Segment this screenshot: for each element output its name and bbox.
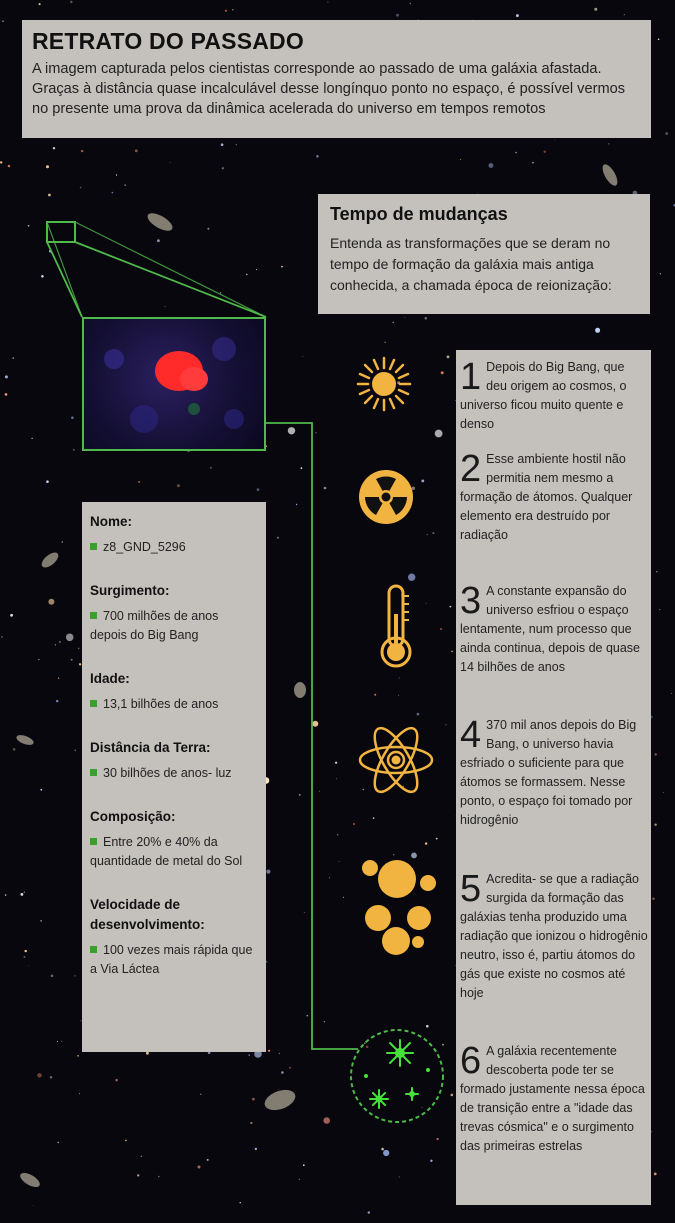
step-number: 2	[460, 448, 482, 490]
header-panel	[22, 20, 651, 138]
fact-value: Entre 20% e 40% da quantidade de metal do Sol	[90, 835, 243, 868]
green-bullet-icon	[90, 700, 97, 707]
fact-label: Distância da Terra:	[90, 740, 211, 755]
header-text: A imagem capturada pelos cientistas corresponde ao passado de uma galáxia afastada. Graças à distância quase incalculável desse longínquo ponto no espaço, é possível vermos no presente uma prova da dinâmica acelerada do universo em tempos remotos	[32, 61, 626, 117]
fact-label: Idade:	[90, 671, 130, 686]
fact-label: Velocidade de desenvolvimento:	[90, 897, 205, 932]
green-bullet-icon	[90, 543, 97, 550]
step-number: 3	[460, 580, 482, 622]
intro-panel	[318, 194, 650, 314]
fact-value: 100 vezes mais rápida que a Via Láctea	[90, 943, 253, 976]
step-5	[460, 870, 648, 1003]
step-number: 6	[460, 1040, 482, 1082]
green-bullet-icon	[90, 769, 97, 776]
step-text: Acredita- se que a radiação surgida da formação das galáxias tenha produzido uma radiação que ionizou o hidrogênio neutro, isso é, partiu átomos do gás que existe no cosmos até hoje	[460, 872, 648, 1000]
step-text: A galáxia recentemente descoberta pode ter se formado justamente nessa época de transição entre a "idade das trevas cósmica" e o surgimento das primeiras estrelas	[460, 1044, 645, 1153]
sun-icon	[356, 356, 412, 412]
fact-origin	[90, 581, 258, 645]
step-6	[460, 1042, 648, 1156]
intro-text: Entenda as transformações que se deram no tempo de formação da galáxia mais antiga conhecida, a chamada época de reionização:	[330, 235, 612, 293]
fact-value: 13,1 bilhões de anos	[103, 697, 219, 711]
fact-value: 700 milhões de anos depois do Big Bang	[90, 609, 219, 642]
thermometer-icon	[376, 584, 416, 670]
bubbles-icon	[356, 856, 440, 956]
steps-panel	[456, 350, 651, 1205]
fact-distance	[90, 738, 258, 783]
intro-title: Tempo de mudanças	[330, 204, 508, 224]
fact-value: z8_GND_5296	[103, 540, 186, 554]
radiation-icon	[358, 469, 414, 525]
step-2	[460, 450, 648, 545]
green-bullet-icon	[90, 612, 97, 619]
fact-label: Nome:	[90, 514, 133, 529]
fact-value: 30 bilhões de anos- luz	[103, 766, 232, 780]
step-3	[460, 582, 648, 677]
galaxy-facts-panel	[82, 502, 266, 1052]
galaxy-zoom-image	[82, 317, 266, 451]
fact-speed	[90, 895, 258, 979]
fact-label: Composição:	[90, 809, 176, 824]
step-number: 4	[460, 714, 482, 756]
step-4	[460, 716, 648, 830]
step-text: Depois do Big Bang, que deu origem ao cosmos, o universo ficou muito quente e denso	[460, 360, 627, 431]
step-number: 1	[460, 356, 482, 398]
step-text: 370 mil anos depois do Big Bang, o universo havia esfriado o suficiente para que átomos se formassem. Nesse ponto, o espaço foi tomado por hidrogênio	[460, 718, 637, 827]
atom-icon	[356, 720, 436, 800]
green-stars-icon	[342, 1026, 452, 1126]
step-1	[460, 358, 648, 434]
fact-label: Surgimento:	[90, 583, 170, 598]
fact-age	[90, 669, 258, 714]
green-bullet-icon	[90, 838, 97, 845]
page-title: RETRATO DO PASSADO	[32, 28, 304, 54]
step-number: 5	[460, 868, 482, 910]
fact-name	[90, 512, 258, 557]
step-text: Esse ambiente hostil não permitia nem mesmo a formação de átomos. Qualquer elemento era destruído por radiação	[460, 452, 633, 542]
green-bullet-icon	[90, 946, 97, 953]
fact-composition	[90, 807, 258, 871]
step-text: A constante expansão do universo esfriou o espaço lentamente, num processo que ainda continua, depois de quase 14 bilhões de anos	[460, 584, 641, 674]
